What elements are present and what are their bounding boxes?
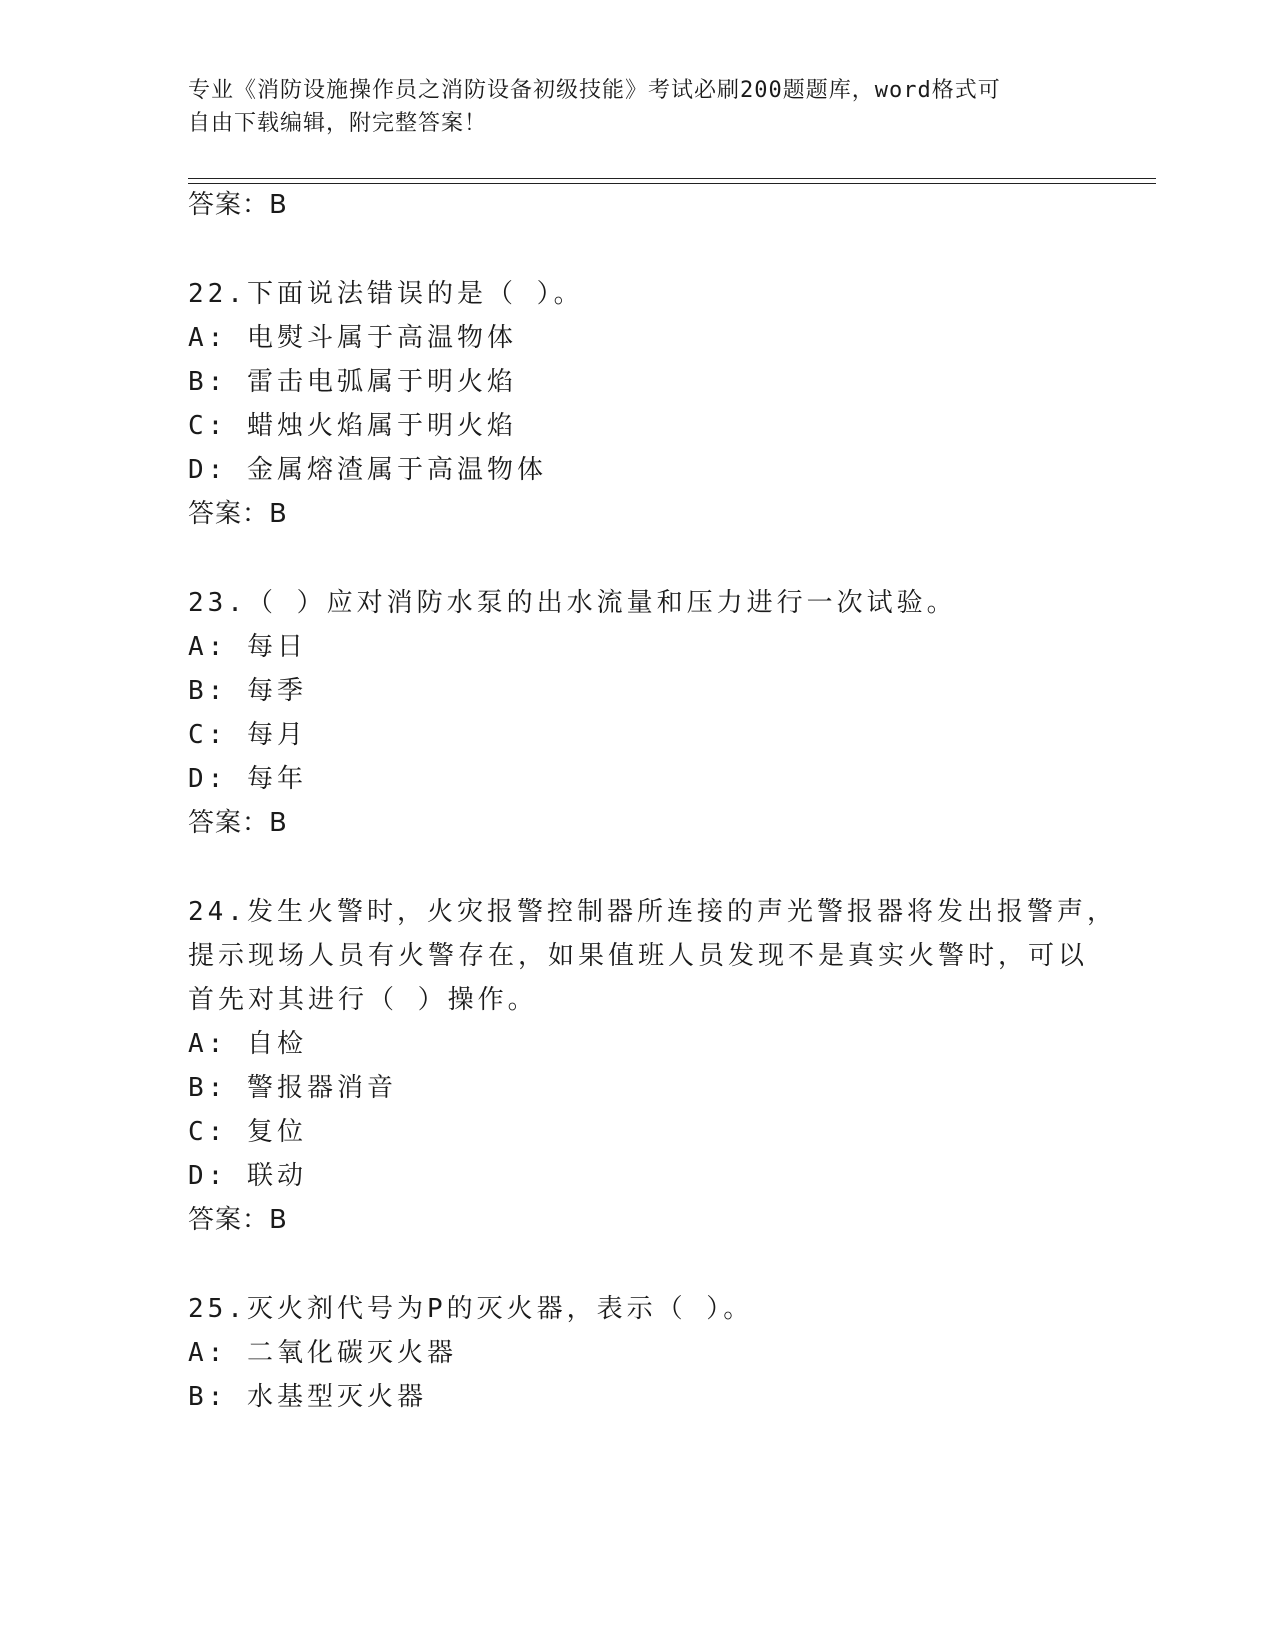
answer-line: 答案：B	[188, 499, 288, 529]
option-b: B: 每季	[188, 676, 307, 706]
header-line-1: 专业《消防设施操作员之消防设备初级技能》考试必刷200题题库，word格式可	[188, 78, 1001, 103]
option-b: B: 水基型灭火器	[188, 1382, 427, 1412]
question-stem-line-2: 提示现场人员有火警存在，如果值班人员发现不是真实火警时，可以	[188, 941, 1089, 971]
option-d: D: 金属熔渣属于高温物体	[188, 455, 547, 485]
header-divider-top	[188, 178, 1156, 179]
header-line-2: 自由下载编辑，附完整答案！	[188, 111, 488, 136]
question-stem: 22.下面说法错误的是（ ）。	[188, 279, 584, 309]
header-divider-bottom	[188, 183, 1156, 184]
question-stem-line-3: 首先对其进行（ ）操作。	[188, 985, 538, 1015]
option-a: A: 二氧化碳灭火器	[188, 1338, 457, 1368]
option-a: A: 电熨斗属于高温物体	[188, 323, 517, 353]
option-a: A: 每日	[188, 632, 307, 662]
answer-line: 答案：B	[188, 1205, 288, 1235]
option-c: C: 蜡烛火焰属于明火焰	[188, 411, 517, 441]
option-d: D: 联动	[188, 1161, 307, 1191]
question-stem: 25.灭火剂代号为P的灭火器，表示（ ）。	[188, 1294, 754, 1324]
option-d: D: 每年	[188, 764, 307, 794]
document-header	[188, 74, 1068, 140]
option-b: B: 警报器消音	[188, 1073, 397, 1103]
option-b: B: 雷击电弧属于明火焰	[188, 367, 517, 397]
option-c: C: 复位	[188, 1117, 307, 1147]
question-stem-line-1: 24.发生火警时，火灾报警控制器所连接的声光警报器将发出报警声，	[188, 897, 1117, 927]
option-c: C: 每月	[188, 720, 307, 750]
answer-line: 答案：B	[188, 808, 288, 838]
question-stem: 23.（ ）应对消防水泵的出水流量和压力进行一次试验。	[188, 588, 957, 618]
answer-line: 答案：B	[188, 190, 288, 220]
option-a: A: 自检	[188, 1029, 307, 1059]
